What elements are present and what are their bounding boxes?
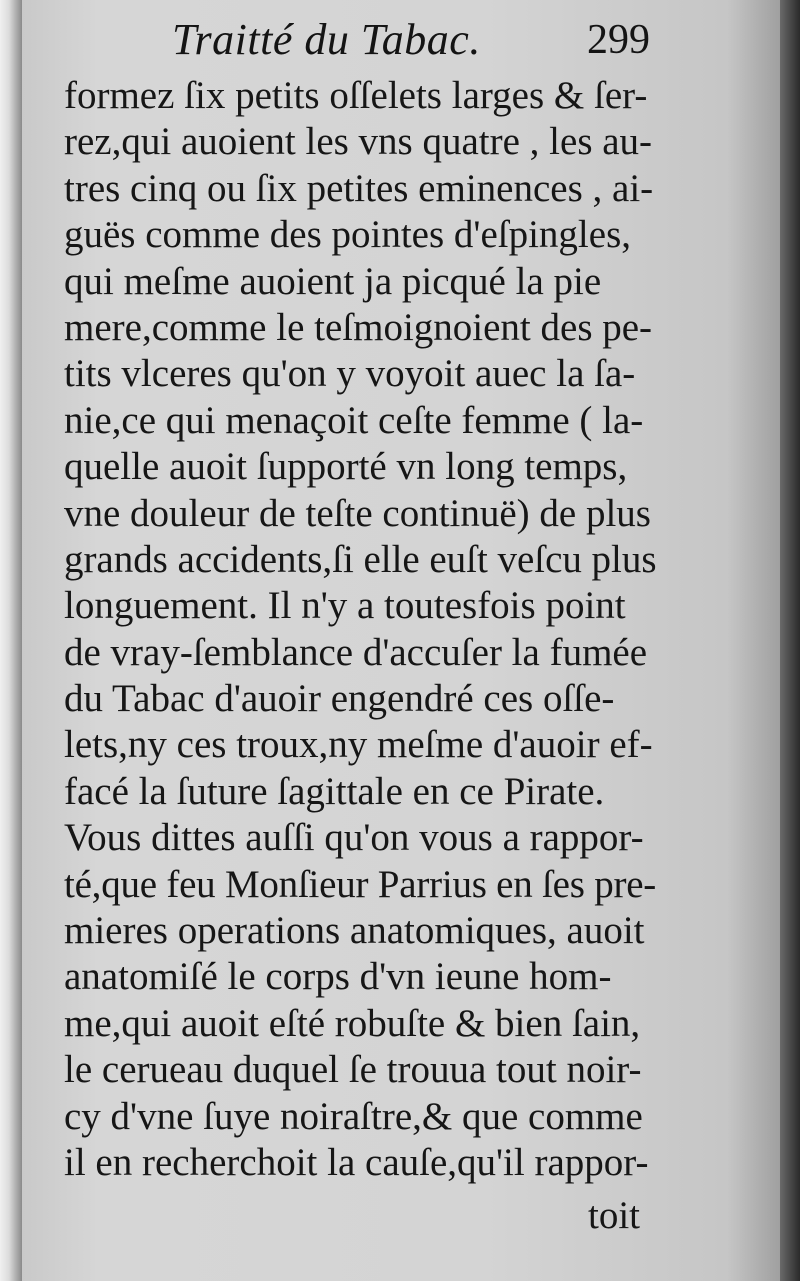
text-line: longuement. Il n'y a toutesfois point: [64, 584, 626, 628]
text-line: du Tabac d'auoir engendré ces oſſe-: [64, 677, 615, 721]
page-left-edge: [0, 0, 22, 1281]
text-line: grands accidents,ſi elle euſt veſcu plus: [64, 537, 657, 581]
body-text: [64, 73, 656, 1186]
text-line: le cerueau duquel ſe trouua tout noir-: [64, 1048, 642, 1092]
text-line: vne douleur de teſte continuë) de plus: [64, 491, 651, 535]
page-number: 299: [587, 17, 650, 63]
text-line: lets,ny ces troux,ny meſme d'auoir ef-: [64, 723, 653, 767]
text-line: tits vlceres qu'on y voyoit auec la ſa-: [64, 352, 636, 396]
text-line: qui meſme auoient ja picqué la pie: [64, 259, 602, 303]
page-right-shadow: [780, 0, 800, 1281]
catchword: toit: [588, 1194, 641, 1237]
text-line: facé la ſuture ſagittale en ce Pirate.: [64, 769, 605, 813]
text-line: rez,qui auoient les vns quatre , les au-: [64, 120, 653, 164]
text-line: guës comme des pointes d'eſpingles,: [64, 213, 632, 257]
text-line: mieres operations anatomiques, auoit: [64, 909, 645, 953]
running-title: Traitté du Tabac.: [172, 15, 481, 64]
text-line: formez ſix petits oſſelets larges & ſer-: [64, 74, 648, 117]
text-line: nie,ce qui menaçoit ceſte femme ( la-: [64, 398, 644, 442]
text-line: quelle auoit ſupporté vn long temps,: [64, 445, 628, 489]
text-line: mere,comme le teſmoignoient des pe-: [64, 305, 653, 349]
text-line: cy d'vne ſuye noiraſtre,& que comme: [64, 1094, 643, 1138]
text-line: tres cinq ou ſix petites eminences , ai-: [64, 166, 654, 210]
text-line: il en recherchoit la cauſe,qu'il rappor-: [64, 1140, 649, 1184]
text-line: me,qui auoit eſté robuſte & bien ſain,: [64, 1001, 641, 1045]
text-line: anatomiſé le corps d'vn ieune hom-: [64, 955, 612, 999]
text-line: Vous dittes auſſi qu'on vous a rappor-: [64, 816, 644, 860]
text-line: té,que feu Monſieur Parrius en ſes pre-: [64, 862, 657, 906]
page-header: [160, 14, 650, 74]
text-line: de vray-ſemblance d'accuſer la fumée: [64, 630, 648, 674]
